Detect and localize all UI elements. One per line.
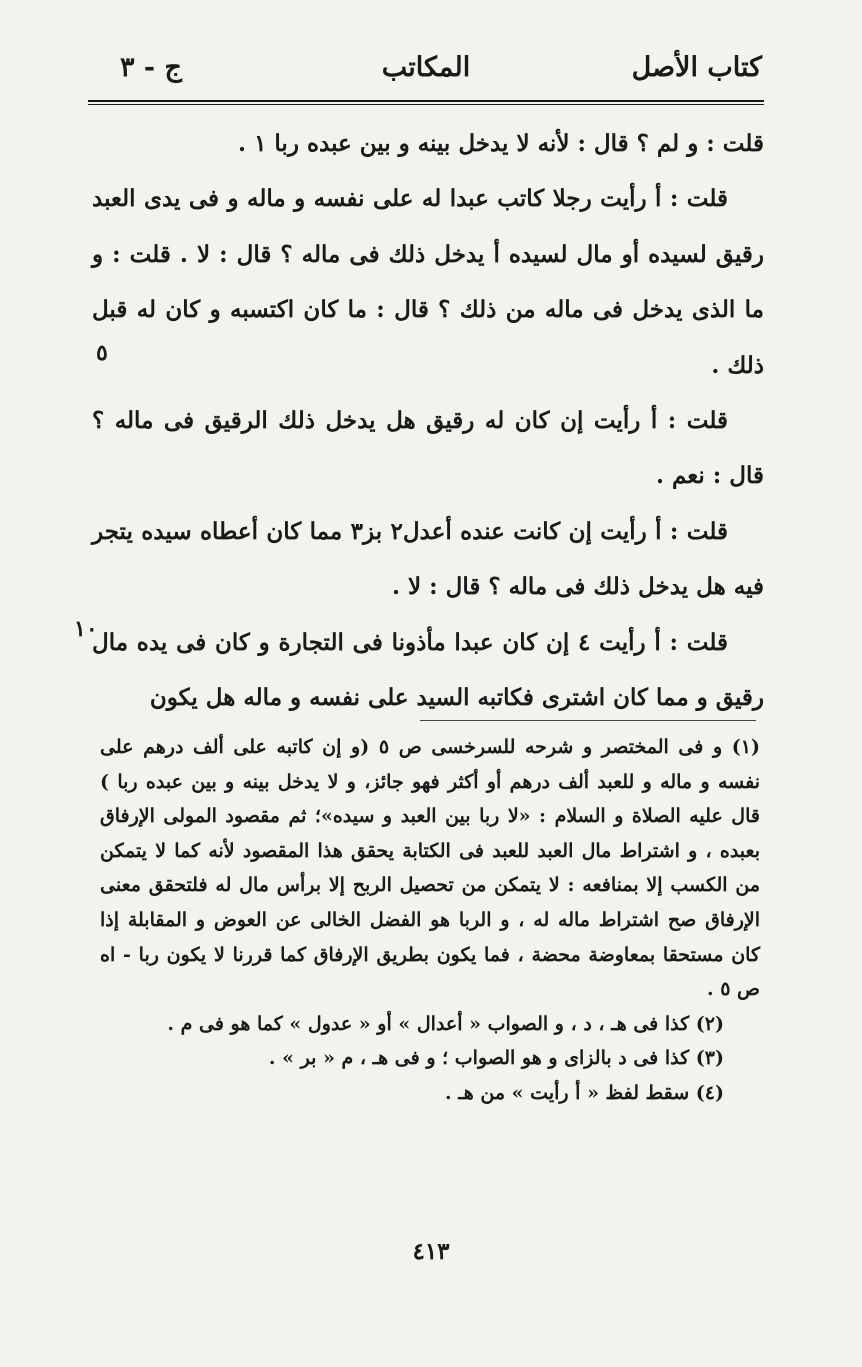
page-number: ٤١٣ <box>412 1238 450 1265</box>
footnote-2: (٢) كذا فى هـ ، د ، و الصواب « أعدال » أو « عدول » كما هو فى م . <box>167 1012 724 1035</box>
paragraph: قلت : أ رأيت إن كان له رقيق هل يدخل ذلك الرقيق فى ماله ؟ قال : نعم . <box>92 407 764 490</box>
footnote-4: (٤) سقط لفظ « أ رأيت » من هـ . <box>444 1081 724 1104</box>
main-text <box>92 116 764 725</box>
footnote-3: (٣) كذا فى د بالزاى و هو الصواب ؛ و فى هـ ، م « بر » . <box>268 1047 724 1070</box>
paragraph: قلت : أ رأيت إن كانت عنده أعدل٢ بز٣ مما كان أعطاه سيده يتجر فيه هل يدخل ذلك فى ماله ؟ قال : لا . <box>92 517 764 601</box>
footnote-1: (١) و فى المختصر و شرحه للسرخسى ص ٥ (و إن كاتبه على ألف درهم على نفسه و ماله و للعبد ألف درهم أو أكثر فهو جائز، و لا يدخل بينه و بين عبده ربا ) قال عليه الصلاة و السلام : «لا ربا بين العبد و سيده»؛ ثم مقصود المولى الإرفاق بعبده ، و اشتراط مال العبد للعبد فى الكتابة يحقق هذا المقصود لأنه كما لا يتمكن من الكسب إلا بمنافعه : لا يتمكن من تحصيل الربح إلا برأس مال له فلتحقق معنى الإرفاق صح اشتراط ماله له ، و الربا هو الفضل الخالى عن العوض و المقابلة إذا كان مستحقا بمعاوضة محضة ، فما يكون بطريق الإرفاق كما قررنا لا يكون ربا - اه ص ٥ . <box>100 736 761 1001</box>
paragraph: قلت : و لم ؟ قال : لأنه لا يدخل بينه و بين عبده ربا ١ . <box>238 130 764 157</box>
chapter-title: المكاتب <box>381 52 471 83</box>
footnote-rule <box>420 720 756 721</box>
header-rule <box>88 100 764 102</box>
header-rule-thin <box>88 104 764 105</box>
book-title: كتاب الأصل <box>631 52 762 83</box>
volume-label: ج - ٣ <box>120 52 182 83</box>
line-number-10: ١٠ <box>74 616 98 642</box>
footnotes <box>100 730 760 1111</box>
paragraph: قلت : أ رأيت رجلا كاتب عبدا له على نفسه و ماله و فى يدى العبد رقيق لسيده أو مال لسيده أ يدخل ذلك فى ماله ؟ قال : لا . قلت : و ما الذى يدخل فى ماله من ذلك ؟ قال : ما كان اكتسبه و كان له قبل ذلك . <box>92 185 764 379</box>
line-number-5: ٥ <box>96 340 108 366</box>
paragraph: قلت : أ رأيت ٤ إن كان عبدا مأذونا فى التجارة و كان فى يده مال رقيق و مما كان اشترى فكاتبه السيد على نفسه و ماله هل يكون <box>92 628 764 712</box>
running-header <box>90 52 762 92</box>
